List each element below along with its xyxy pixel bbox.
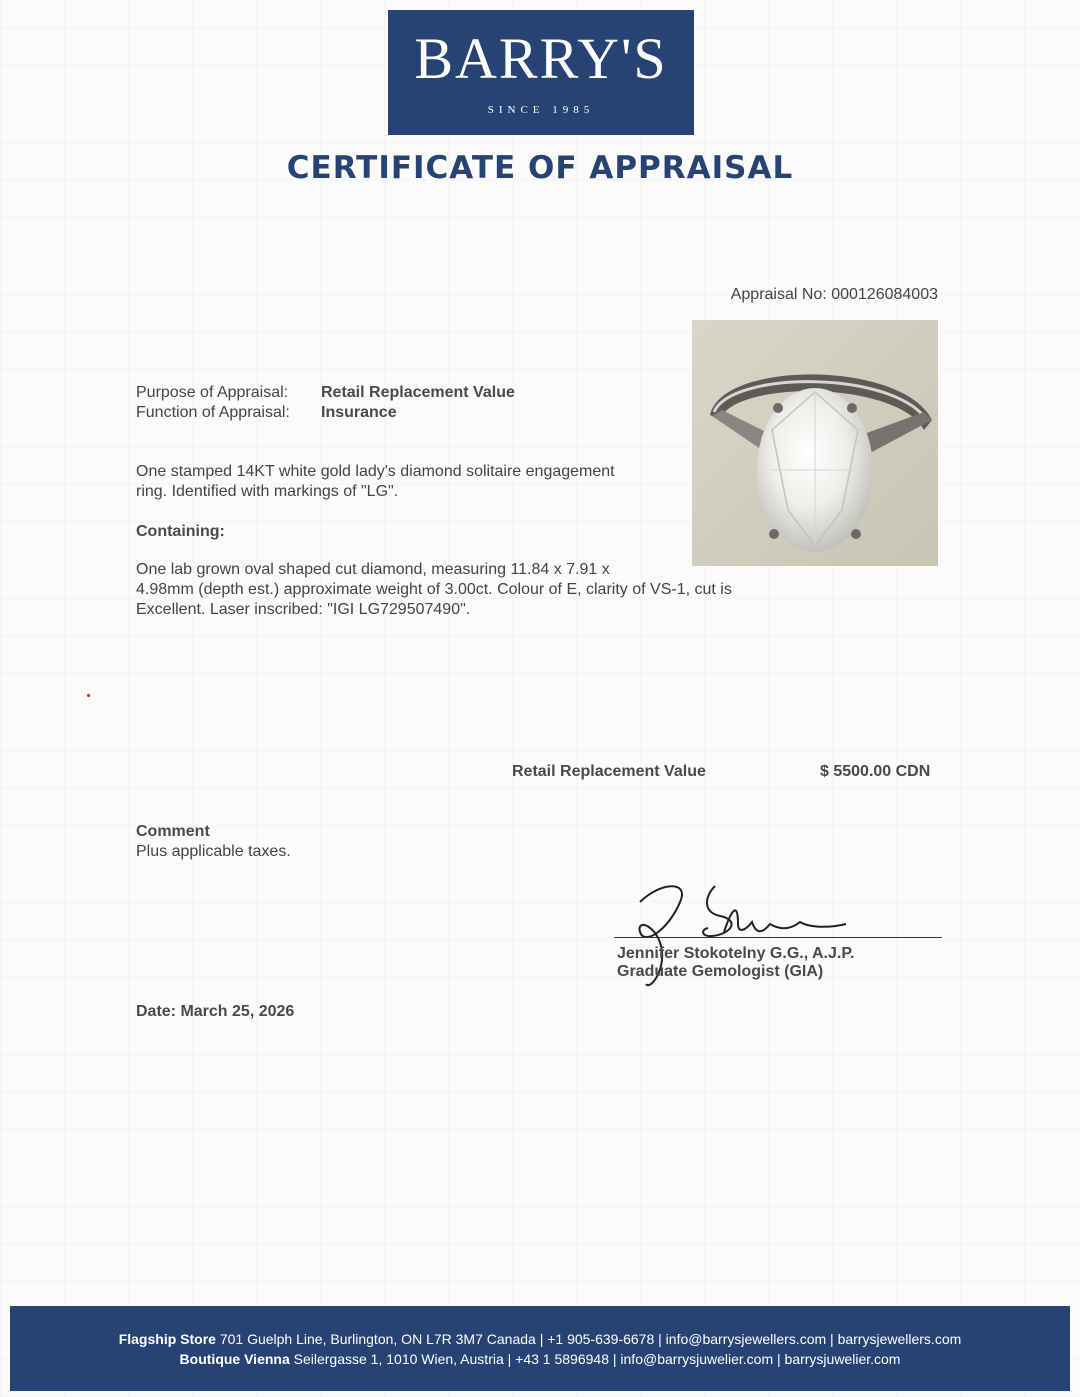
- signature-line: [614, 937, 942, 938]
- ring-photo: [692, 320, 938, 566]
- ink-speck: [87, 694, 90, 697]
- value-amount: $ 5500.00 CDN: [820, 763, 931, 780]
- purpose-value: Retail Replacement Value: [321, 384, 515, 401]
- value-label: Retail Replacement Value: [512, 763, 706, 780]
- function-value: Insurance: [321, 404, 397, 421]
- containing-heading: Containing:: [136, 523, 225, 540]
- appraisal-number: Appraisal No: 000126084003: [730, 286, 938, 303]
- diamond-line: One lab grown oval shaped cut diamond, measuring 11.84 x 7.91 x: [136, 561, 610, 578]
- flagship-details: 701 Guelph Line, Burlington, ON L7R 3M7 Canada | +1 905-639-6678 | info@barrysjewellers.com | barrysjewellers.com: [215, 1330, 962, 1347]
- signer-title: Graduate Gemologist (GIA): [617, 963, 824, 980]
- footer-vienna: [10, 1349, 1070, 1369]
- brand-logo: [388, 10, 694, 135]
- document-title: CERTIFICATE OF APPRAISAL: [286, 150, 794, 186]
- comment-text: Plus applicable taxes.: [136, 843, 291, 860]
- purpose-label: Purpose of Appraisal:: [136, 384, 289, 401]
- diamond-line: Excellent. Laser inscribed: "IGI LG729507490".: [136, 601, 471, 618]
- purpose-row: [136, 383, 515, 403]
- vienna-details: Seilergasse 1, 1010 Wien, Austria | +43 1 5896948 | info@barrysjuwelier.com | barrysjuwelier.com: [289, 1350, 901, 1367]
- description-line: ring. Identified with markings of "LG".: [136, 483, 399, 500]
- diamond-description: [136, 560, 732, 620]
- vienna-label: Boutique Vienna: [179, 1350, 290, 1367]
- footer-bar: [10, 1306, 1070, 1391]
- comment-label: Comment: [136, 823, 210, 840]
- logo-since: SINCE 1985: [487, 103, 595, 116]
- function-label: Function of Appraisal:: [136, 404, 290, 421]
- logo-name: BARRY'S: [414, 25, 668, 91]
- footer-flagship: [10, 1329, 1070, 1349]
- signer-name: Jennifer Stokotelny G.G., A.J.P.: [617, 945, 855, 962]
- appraisal-date: Date: March 25, 2026: [136, 1003, 295, 1020]
- diamond-line: 4.98mm (depth est.) approximate weight of 3.00ct. Colour of E, clarity of VS-1, cut is: [136, 581, 732, 598]
- function-row: [136, 403, 397, 423]
- flagship-label: Flagship Store: [118, 1330, 216, 1347]
- description-line: One stamped 14KT white gold lady's diamond solitaire engagement: [136, 463, 615, 480]
- item-description: [136, 462, 615, 502]
